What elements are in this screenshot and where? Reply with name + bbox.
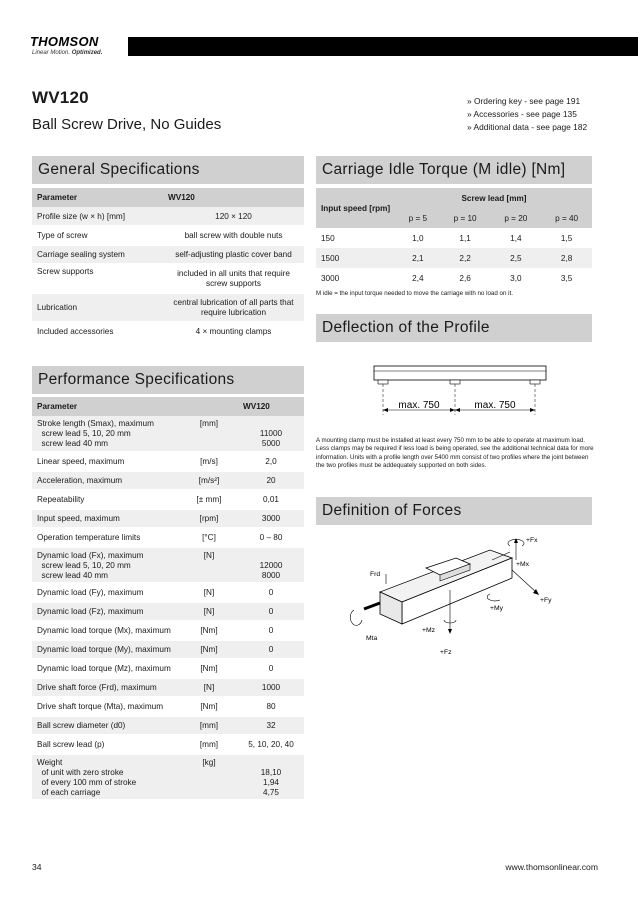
label-fz: +Fz	[440, 649, 452, 656]
perf-param: Ball screw lead (p)	[32, 735, 180, 754]
torque-lead: p = 20	[490, 208, 541, 228]
torque-head-speed: Input speed [rpm]	[316, 188, 396, 228]
torque-value: 1,1	[440, 228, 491, 248]
perf-row	[32, 528, 304, 547]
perf-value: 0	[238, 640, 304, 659]
torque-value: 3,0	[490, 268, 541, 288]
perf-value: 11000 5000	[238, 416, 304, 452]
perf-param: Dynamic load torque (Mz), maximum	[32, 659, 180, 678]
gs-head-param: Parameter	[32, 188, 163, 207]
perf-row	[32, 659, 304, 678]
torque-value: 1,4	[490, 228, 541, 248]
page-number: 34	[32, 862, 42, 872]
gs-value: self-adjusting plastic cover band	[163, 245, 304, 264]
perf-param: Drive shaft torque (Mta), maximum	[32, 697, 180, 716]
perf-unit: [kg]	[180, 754, 238, 800]
perf-param: Dynamic load (Fy), maximum	[32, 583, 180, 602]
label-mta: Mta	[366, 635, 378, 642]
torque-lead: p = 40	[541, 208, 592, 228]
perf-unit: [mm]	[180, 735, 238, 754]
torque-speed: 150	[316, 228, 396, 248]
perf-row	[32, 490, 304, 509]
perf-value: 32	[238, 716, 304, 735]
header-bar	[128, 37, 638, 56]
forces-header: Definition of Forces	[316, 497, 592, 525]
perf-row	[32, 640, 304, 659]
gs-value: ball screw with double nuts	[163, 226, 304, 245]
label-frd: Frd	[370, 571, 381, 578]
perf-param: Weight of unit with zero stroke of every 100 mm of stroke of each carriage	[32, 754, 180, 800]
perf-value: 20	[238, 471, 304, 490]
general-spec-header: General Specifications	[32, 156, 304, 184]
torque-head-lead: Screw lead [mm]	[396, 188, 592, 208]
perf-param: Dynamic load torque (Mx), maximum	[32, 621, 180, 640]
perf-unit: [rpm]	[180, 509, 238, 528]
dim-label: max. 750	[398, 400, 440, 411]
perf-unit: [Nm]	[180, 621, 238, 640]
gs-param: Included accessories	[32, 322, 163, 341]
perf-value: 18,10 1,94 4,75	[238, 754, 304, 800]
torque-speed: 1500	[316, 248, 396, 268]
torque-value: 2,6	[440, 268, 491, 288]
ref-ordering-key[interactable]: » Ordering key - see page 191	[467, 96, 581, 106]
torque-value: 2,4	[396, 268, 440, 288]
perf-row	[32, 716, 304, 735]
perf-head-model: WV120	[238, 397, 304, 416]
general-spec-table	[32, 188, 304, 342]
ref-additional-data[interactable]: » Additional data - see page 182	[467, 122, 588, 132]
deflection-header: Deflection of the Profile	[316, 314, 592, 342]
perf-param: Ball screw diameter (d0)	[32, 716, 180, 735]
idle-torque-table	[316, 188, 592, 288]
performance-spec-table	[32, 397, 304, 801]
gs-head-model: WV120	[163, 188, 304, 207]
perf-param: Dynamic load (Fx), maximum screw lead 5, 10, 20 mm screw lead 40 mm	[32, 547, 180, 583]
torque-value: 2,5	[490, 248, 541, 268]
perf-head-param: Parameter	[32, 397, 180, 416]
perf-row	[32, 602, 304, 621]
torque-value: 1,5	[541, 228, 592, 248]
gs-param: Carriage sealing system	[32, 245, 163, 264]
perf-param: Operation temperature limits	[32, 528, 180, 547]
perf-row	[32, 735, 304, 754]
mounting-clamp	[450, 380, 460, 384]
perf-unit: [Nm]	[180, 640, 238, 659]
perf-row	[32, 621, 304, 640]
torque-value: 2,8	[541, 248, 592, 268]
perf-unit: [± mm]	[180, 490, 238, 509]
torque-value: 3,5	[541, 268, 592, 288]
label-my: +My	[490, 605, 504, 612]
perf-row	[32, 416, 304, 452]
ref-accessories[interactable]: » Accessories - see page 135	[467, 109, 577, 119]
profile-body	[374, 366, 546, 380]
perf-head-unit	[180, 397, 238, 416]
perf-unit: [m/s²]	[180, 471, 238, 490]
dim-label: max. 750	[474, 400, 516, 411]
perf-row	[32, 678, 304, 697]
perf-unit: [Nm]	[180, 659, 238, 678]
perf-unit: [N]	[180, 602, 238, 621]
torque-lead: p = 5	[396, 208, 440, 228]
perf-value: 0,01	[238, 490, 304, 509]
perf-param: Drive shaft force (Frd), maximum	[32, 678, 180, 697]
thomson-logo	[30, 34, 120, 66]
perf-value: 2,0	[238, 452, 304, 471]
perf-param: Input speed, maximum	[32, 509, 180, 528]
gs-param: Screw supports	[32, 264, 163, 293]
perf-row	[32, 697, 304, 716]
label-mz: +Mz	[422, 627, 436, 634]
idle-torque-header: Carriage Idle Torque (M idle) [Nm]	[316, 156, 592, 184]
label-fx: +Fx	[526, 537, 538, 544]
deflection-diagram	[370, 360, 550, 422]
perf-value: 0 – 80	[238, 528, 304, 547]
perf-unit: [N]	[180, 678, 238, 697]
deflection-note: A mounting clamp must be installed at least every 750 mm to be able to operate at maximum load. Less clamps may be required if less load is being operated, see the additional technical data for more information. Units with a profile length over 5400 mm consist of two profiles where the joint between the two profiles must be addequately supported on both sides.	[316, 437, 594, 469]
torque-lead: p = 10	[440, 208, 491, 228]
perf-value: 3000	[238, 509, 304, 528]
forces-diagram	[340, 530, 580, 660]
perf-row	[32, 754, 304, 800]
perf-unit: [Nm]	[180, 697, 238, 716]
perf-value: 0	[238, 602, 304, 621]
perf-unit: [mm]	[180, 416, 238, 452]
mounting-clamp	[378, 380, 388, 384]
perf-value: 0	[238, 659, 304, 678]
gs-value: central lubrication of all parts that require lubrication	[163, 293, 304, 322]
idle-torque-note: M idle = the input torque needed to move the carriage with no load on it.	[316, 290, 513, 297]
gs-value: included in all units that require screw supports	[163, 264, 304, 293]
logo-wordmark: THOMSON	[30, 34, 99, 49]
torque-value: 2,1	[396, 248, 440, 268]
perf-param: Dynamic load torque (My), maximum	[32, 640, 180, 659]
logo-tagline: Linear Motion. Optimized.	[32, 50, 103, 56]
gs-param: Profile size (w × h) [mm]	[32, 207, 163, 226]
perf-row	[32, 471, 304, 490]
model-title: WV120	[32, 88, 89, 107]
perf-row	[32, 509, 304, 528]
perf-row	[32, 547, 304, 583]
label-fy: +Fy	[540, 597, 552, 604]
torque-value: 1,0	[396, 228, 440, 248]
page-references	[467, 95, 587, 134]
perf-param: Dynamic load (Fz), maximum	[32, 602, 180, 621]
perf-param: Linear speed, maximum	[32, 452, 180, 471]
perf-row	[32, 452, 304, 471]
perf-unit: [N]	[180, 547, 238, 583]
perf-unit: [m/s]	[180, 452, 238, 471]
torque-value: 2,2	[440, 248, 491, 268]
gs-value: 4 × mounting clamps	[163, 322, 304, 341]
perf-value: 0	[238, 621, 304, 640]
mounting-clamp	[530, 380, 540, 384]
perf-param: Repeatability	[32, 490, 180, 509]
gs-param: Type of screw	[32, 226, 163, 245]
gs-value: 120 × 120	[163, 207, 304, 226]
perf-value: 80	[238, 697, 304, 716]
perf-value: 0	[238, 583, 304, 602]
label-mx: +Mx	[516, 561, 530, 568]
performance-spec-header: Performance Specifications	[32, 366, 304, 394]
torque-speed: 3000	[316, 268, 396, 288]
perf-param: Acceleration, maximum	[32, 471, 180, 490]
perf-unit: [N]	[180, 583, 238, 602]
gs-param: Lubrication	[32, 293, 163, 322]
perf-param: Stroke length (Smax), maximum screw lead 5, 10, 20 mm screw lead 40 mm	[32, 416, 180, 452]
perf-unit: [mm]	[180, 716, 238, 735]
perf-value: 1000	[238, 678, 304, 697]
perf-value: 12000 8000	[238, 547, 304, 583]
perf-row	[32, 583, 304, 602]
perf-unit: [°C]	[180, 528, 238, 547]
page-subtitle: Ball Screw Drive, No Guides	[32, 116, 222, 133]
footer-url[interactable]: www.thomsonlinear.com	[505, 862, 598, 872]
perf-value: 5, 10, 20, 40	[238, 735, 304, 754]
